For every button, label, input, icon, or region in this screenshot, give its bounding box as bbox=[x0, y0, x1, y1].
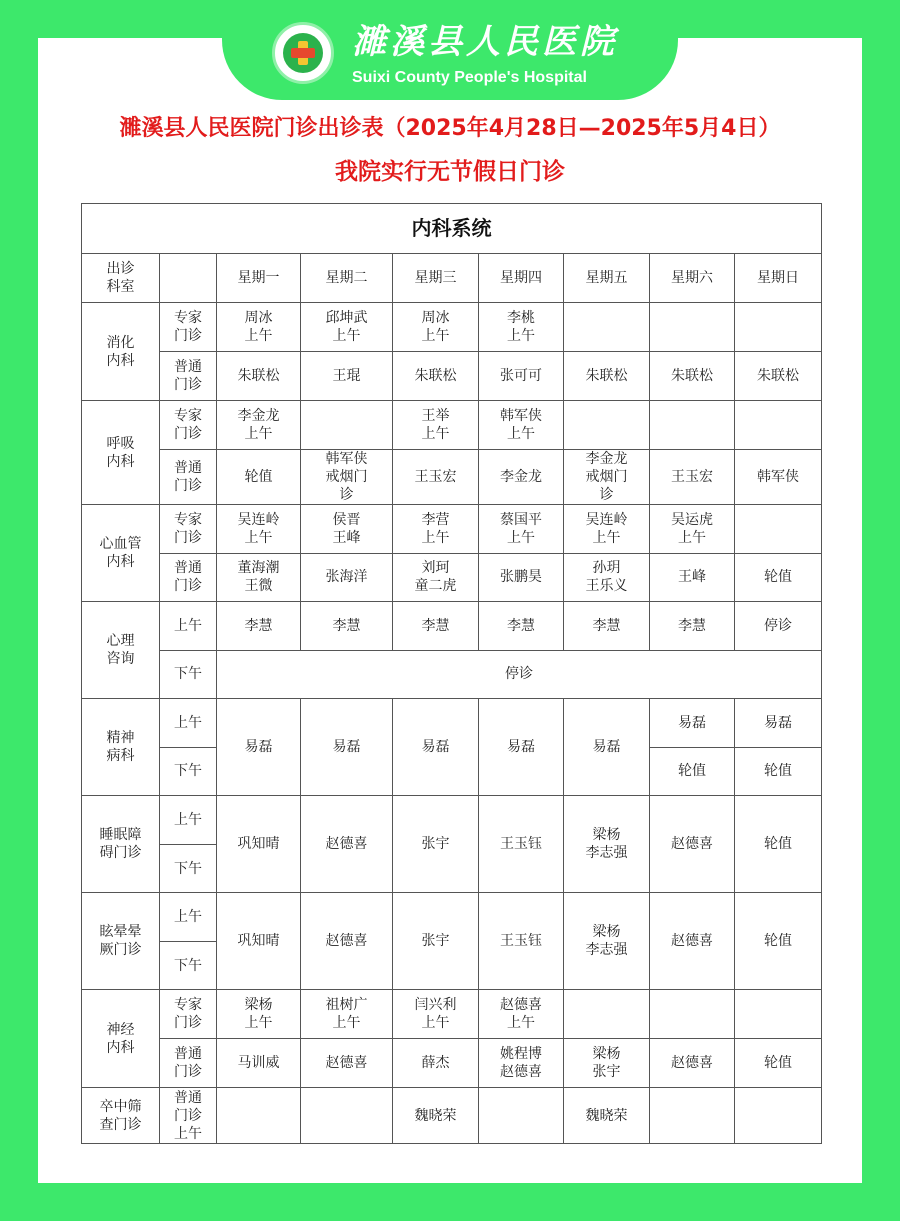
schedule-cell: 周冰 上午 bbox=[393, 303, 479, 352]
schedule-cell-allday: 易磊 bbox=[393, 699, 479, 796]
schedule-cell: 轮值 bbox=[735, 747, 822, 796]
schedule-cell: 李金龙 bbox=[479, 449, 564, 505]
schedule-cell: 王峰 bbox=[650, 553, 735, 602]
schedule-cell: 梁杨 上午 bbox=[217, 990, 301, 1039]
schedule-cell-allday: 易磊 bbox=[564, 699, 650, 796]
dept-jingshen: 精神 病科 bbox=[82, 699, 160, 796]
schedule-cell: 马训威 bbox=[217, 1038, 301, 1088]
row-label-pm: 下午 bbox=[160, 650, 217, 699]
schedule-cell: 李慧 bbox=[564, 602, 650, 651]
schedule-cell: 周冰 上午 bbox=[217, 303, 301, 352]
schedule-cell-allday: 易磊 bbox=[217, 699, 301, 796]
schedule-cell: 王玉宏 bbox=[650, 449, 735, 505]
schedule-cell: 轮值 bbox=[650, 747, 735, 796]
schedule-cell: 李桃 上午 bbox=[479, 303, 564, 352]
schedule-cell-allday: 赵德喜 bbox=[301, 893, 393, 990]
schedule-cell: 吴连岭 上午 bbox=[217, 505, 301, 554]
dept-zuzhong: 卒中筛 查门诊 bbox=[82, 1088, 160, 1144]
schedule-cell: 刘珂 童二虎 bbox=[393, 553, 479, 602]
schedule-cell: 朱联松 bbox=[735, 351, 822, 401]
schedule-cell: 停诊 bbox=[735, 602, 822, 651]
row-label-general: 普通 门诊 bbox=[160, 351, 217, 401]
header-day: 星期一 bbox=[217, 253, 301, 303]
schedule-cell-allday: 赵德喜 bbox=[301, 796, 393, 893]
schedule-cell: 赵德喜 上午 bbox=[479, 990, 564, 1039]
schedule-cell: 轮值 bbox=[735, 553, 822, 602]
header-day: 星期日 bbox=[735, 253, 822, 303]
schedule-cell bbox=[735, 505, 822, 554]
row-label-general: 普通 门诊 bbox=[160, 1038, 217, 1088]
schedule-cell bbox=[564, 990, 650, 1039]
schedule-cell bbox=[735, 1088, 822, 1144]
header-dept: 出诊 科室 bbox=[82, 253, 160, 303]
schedule-cell-allday: 王玉钰 bbox=[479, 796, 564, 893]
dept-xuanyun: 眩晕晕 厥门诊 bbox=[82, 893, 160, 990]
schedule-cell: 蔡国平 上午 bbox=[479, 505, 564, 554]
header-day: 星期二 bbox=[301, 253, 393, 303]
schedule-cell: 赵德喜 bbox=[301, 1038, 393, 1088]
schedule-cell: 王玉宏 bbox=[393, 449, 479, 505]
schedule-cell-allday: 易磊 bbox=[479, 699, 564, 796]
schedule-cell bbox=[735, 990, 822, 1039]
page-subtitle: 我院实行无节假日门诊 bbox=[335, 159, 565, 185]
schedule-cell bbox=[301, 401, 393, 450]
schedule-cell: 董海潮 王微 bbox=[217, 553, 301, 602]
schedule-cell bbox=[735, 303, 822, 352]
row-label-am: 上午 bbox=[160, 893, 217, 942]
schedule-cell bbox=[479, 1088, 564, 1144]
schedule-cell-allday: 巩知晴 bbox=[217, 893, 301, 990]
row-label-expert: 专家 门诊 bbox=[160, 990, 217, 1039]
schedule-cell-allday: 轮值 bbox=[735, 893, 822, 990]
row-label-expert: 专家 门诊 bbox=[160, 505, 217, 554]
schedule-cell bbox=[564, 401, 650, 450]
schedule-cell: 李营 上午 bbox=[393, 505, 479, 554]
schedule-cell: 朱联松 bbox=[393, 351, 479, 401]
schedule-cell: 韩军侠 bbox=[735, 449, 822, 505]
schedule-cell-allday: 王玉钰 bbox=[479, 893, 564, 990]
schedule-cell: 张可可 bbox=[479, 351, 564, 401]
schedule-cell: 李金龙 戒烟门 诊 bbox=[564, 449, 650, 505]
schedule-cell: 轮值 bbox=[217, 449, 301, 505]
row-label-pm: 下午 bbox=[160, 844, 217, 893]
header-day: 星期五 bbox=[564, 253, 650, 303]
hospital-name-cn: 濉溪县人民医院 bbox=[352, 22, 618, 62]
schedule-cell-allday: 轮值 bbox=[735, 796, 822, 893]
schedule-cell bbox=[301, 1088, 393, 1144]
schedule-cell-merged: 停诊 bbox=[217, 650, 822, 699]
schedule-cell: 易磊 bbox=[650, 699, 735, 748]
schedule-table bbox=[81, 203, 822, 1144]
row-label-am: 上午 bbox=[160, 602, 217, 651]
dept-shenjing: 神经 内科 bbox=[82, 990, 160, 1088]
hospital-logo-icon bbox=[272, 22, 334, 84]
schedule-cell: 邱坤武 上午 bbox=[301, 303, 393, 352]
schedule-cell-allday: 赵德喜 bbox=[650, 893, 735, 990]
schedule-cell: 吴运虎 上午 bbox=[650, 505, 735, 554]
schedule-cell bbox=[650, 303, 735, 352]
page-title: 濉溪县人民医院门诊出诊表（2025年4月28日—2025年5月4日） bbox=[119, 116, 781, 141]
schedule-cell bbox=[650, 990, 735, 1039]
schedule-cell: 李慧 bbox=[217, 602, 301, 651]
row-label-expert: 专家 门诊 bbox=[160, 303, 217, 352]
schedule-cell: 李金龙 上午 bbox=[217, 401, 301, 450]
dept-xiaohua: 消化 内科 bbox=[82, 303, 160, 401]
schedule-cell: 闫兴利 上午 bbox=[393, 990, 479, 1039]
schedule-cell: 轮值 bbox=[735, 1038, 822, 1088]
row-label-pm: 下午 bbox=[160, 941, 217, 990]
schedule-cell: 魏晓荣 bbox=[564, 1088, 650, 1144]
row-label-general: 普通 门诊 bbox=[160, 449, 217, 505]
schedule-cell: 张鹏昊 bbox=[479, 553, 564, 602]
row-label-pm: 下午 bbox=[160, 747, 217, 796]
schedule-cell-allday: 巩知晴 bbox=[217, 796, 301, 893]
header-day: 星期三 bbox=[393, 253, 479, 303]
row-label-am: 上午 bbox=[160, 796, 217, 845]
schedule-cell: 侯晋 王峰 bbox=[301, 505, 393, 554]
schedule-cell: 魏晓荣 bbox=[393, 1088, 479, 1144]
hospital-name-en: Suixi County People's Hospital bbox=[352, 69, 587, 86]
dept-xinxueguan: 心血管 内科 bbox=[82, 505, 160, 602]
schedule-cell-allday: 梁杨 李志强 bbox=[564, 796, 650, 893]
schedule-cell bbox=[564, 303, 650, 352]
dept-shuimian: 睡眠障 碍门诊 bbox=[82, 796, 160, 893]
schedule-cell: 朱联松 bbox=[564, 351, 650, 401]
schedule-cell bbox=[735, 401, 822, 450]
schedule-cell: 李慧 bbox=[650, 602, 735, 651]
row-label-general: 普通 门诊 bbox=[160, 553, 217, 602]
schedule-cell: 王举 上午 bbox=[393, 401, 479, 450]
schedule-cell: 朱联松 bbox=[650, 351, 735, 401]
schedule-cell: 李慧 bbox=[479, 602, 564, 651]
schedule-cell: 韩军侠 戒烟门 诊 bbox=[301, 449, 393, 505]
schedule-cell: 李慧 bbox=[301, 602, 393, 651]
schedule-cell: 韩军侠 上午 bbox=[479, 401, 564, 450]
schedule-cell: 易磊 bbox=[735, 699, 822, 748]
schedule-cell: 吴连岭 上午 bbox=[564, 505, 650, 554]
header-type bbox=[160, 253, 217, 303]
header-day: 星期四 bbox=[479, 253, 564, 303]
schedule-cell bbox=[217, 1088, 301, 1144]
schedule-cell: 薛杰 bbox=[393, 1038, 479, 1088]
schedule-cell-allday: 易磊 bbox=[301, 699, 393, 796]
row-label-expert: 专家 门诊 bbox=[160, 401, 217, 450]
schedule-cell: 祖树广 上午 bbox=[301, 990, 393, 1039]
schedule-cell: 姚程博 赵德喜 bbox=[479, 1038, 564, 1088]
schedule-cell-allday: 赵德喜 bbox=[650, 796, 735, 893]
schedule-cell-allday: 张宇 bbox=[393, 796, 479, 893]
schedule-cell-allday: 梁杨 李志强 bbox=[564, 893, 650, 990]
row-label-general-am: 普通 门诊 上午 bbox=[160, 1088, 217, 1144]
section-title: 内科系统 bbox=[82, 204, 822, 254]
dept-huxi: 呼吸 内科 bbox=[82, 401, 160, 505]
schedule-cell: 孙玥 王乐义 bbox=[564, 553, 650, 602]
schedule-cell: 朱联松 bbox=[217, 351, 301, 401]
schedule-cell: 赵德喜 bbox=[650, 1038, 735, 1088]
schedule-cell: 李慧 bbox=[393, 602, 479, 651]
schedule-cell: 张海洋 bbox=[301, 553, 393, 602]
row-label-am: 上午 bbox=[160, 699, 217, 748]
schedule-cell: 梁杨 张宇 bbox=[564, 1038, 650, 1088]
schedule-cell-allday: 张宇 bbox=[393, 893, 479, 990]
dept-xinli: 心理 咨询 bbox=[82, 602, 160, 699]
schedule-cell bbox=[650, 401, 735, 450]
schedule-cell bbox=[650, 1088, 735, 1144]
header-day: 星期六 bbox=[650, 253, 735, 303]
schedule-cell: 王琨 bbox=[301, 351, 393, 401]
